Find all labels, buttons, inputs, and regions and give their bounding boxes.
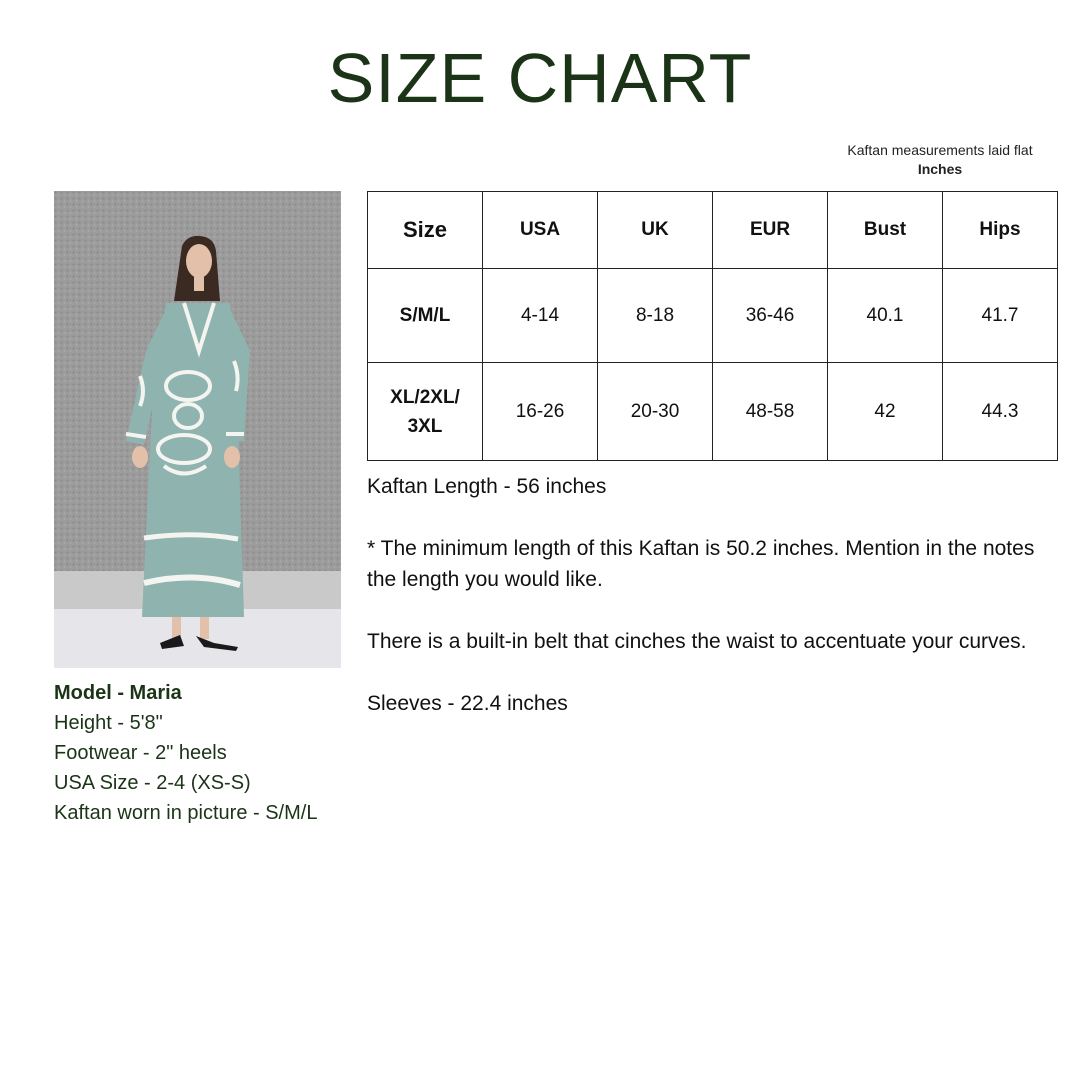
measurement-unit: Inches bbox=[917, 161, 963, 177]
sleeves-length: Sleeves - 22.4 inches bbox=[367, 692, 568, 715]
product-details bbox=[367, 471, 1067, 750]
cell-usa: 16-26 bbox=[483, 363, 598, 461]
header-uk: UK bbox=[598, 192, 713, 269]
header-bust: Bust bbox=[828, 192, 943, 269]
header-usa: USA bbox=[483, 192, 598, 269]
cell-bust: 42 bbox=[828, 363, 943, 461]
kaftan-length: Kaftan Length - 56 inches bbox=[367, 475, 607, 498]
cell-size-line2: 3XL bbox=[407, 415, 443, 437]
cell-hips: 44.3 bbox=[943, 363, 1058, 461]
header-hips: Hips bbox=[943, 192, 1058, 269]
model-worn-size: Kaftan worn in picture - S/M/L bbox=[54, 802, 318, 824]
table-header-row bbox=[368, 192, 1058, 269]
cell-eur: 36-46 bbox=[713, 269, 828, 363]
cell-uk: 8-18 bbox=[598, 269, 713, 363]
model-photo bbox=[54, 191, 341, 668]
measurement-note-text: Kaftan measurements laid flat bbox=[847, 142, 1033, 158]
size-table bbox=[367, 191, 1058, 461]
model-name: Model - Maria bbox=[54, 682, 182, 704]
cell-usa: 4-14 bbox=[483, 269, 598, 363]
table-row bbox=[368, 363, 1058, 461]
cell-size: S/M/L bbox=[368, 269, 483, 363]
model-info bbox=[54, 678, 364, 828]
minimum-length-note: * The minimum length of this Kaftan is 50.2 inches. Mention in the notes the length you would like. bbox=[367, 537, 1035, 591]
model-usa-size: USA Size - 2-4 (XS-S) bbox=[54, 772, 251, 794]
table-row bbox=[368, 269, 1058, 363]
cell-uk: 20-30 bbox=[598, 363, 713, 461]
measurement-note bbox=[820, 141, 1060, 179]
cell-size-line1: XL/2XL/ bbox=[390, 386, 460, 408]
page-title: SIZE CHART bbox=[327, 39, 753, 117]
belt-note: There is a built-in belt that cinches the waist to accentuate your curves. bbox=[367, 630, 1027, 653]
cell-size bbox=[368, 363, 483, 461]
model-height: Height - 5'8" bbox=[54, 712, 163, 734]
cell-eur: 48-58 bbox=[713, 363, 828, 461]
cell-bust: 40.1 bbox=[828, 269, 943, 363]
model-footwear: Footwear - 2" heels bbox=[54, 742, 227, 764]
cell-hips: 41.7 bbox=[943, 269, 1058, 363]
header-size: Size bbox=[368, 192, 483, 269]
header-eur: EUR bbox=[713, 192, 828, 269]
